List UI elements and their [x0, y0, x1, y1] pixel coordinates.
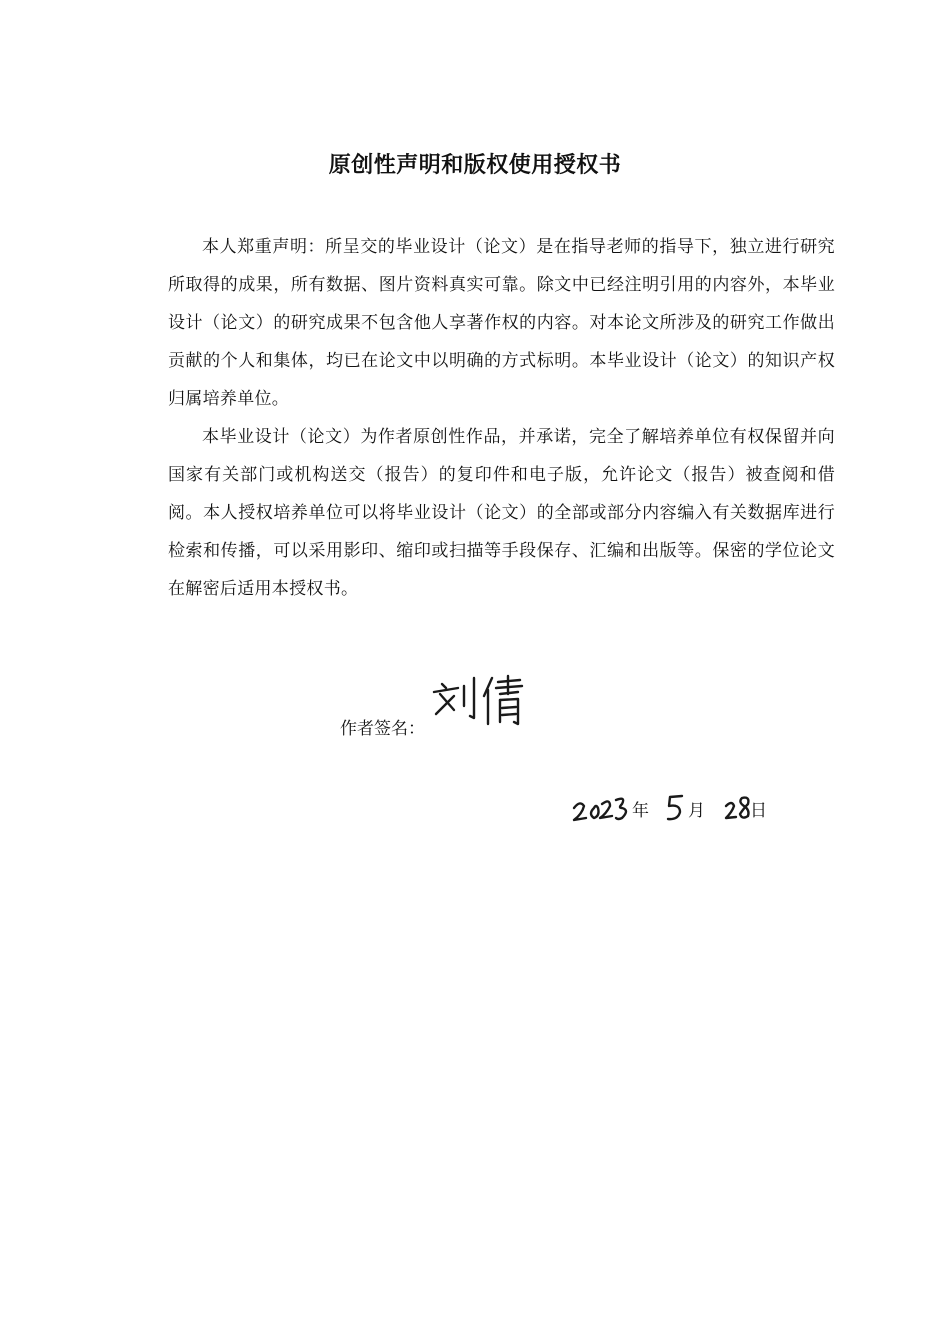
- signature-date: [572, 788, 792, 828]
- declaration-paragraph-2: 本毕业设计（论文）为作者原创性作品，并承诺，完全了解培养单位有权保留并向国家有关部门或机构送交（报告）的复印件和电子版，允许论文（报告）被查阅和借阅。本人授权培养单位可以将毕业设计（论文）的全部或部分内容编入有关数据库进行检索和传播，可以采用影印、缩印或扫描等手段保存、汇编和出版等。保密的学位论文在解密后适用本授权书。: [168, 427, 835, 599]
- date-day-unit: 日: [750, 801, 767, 821]
- page-title: 原创性声明和版权使用授权书: [328, 153, 622, 178]
- date-year-unit: 年: [632, 801, 649, 821]
- declaration-body: [168, 228, 835, 608]
- declaration-paragraph-1: 本人郑重声明：所呈交的毕业设计（论文）是在指导老师的指导下，独立进行研究所取得的成果，所有数据、图片资料真实可靠。除文中已经注明引用的内容外，本毕业设计（论文）的研究成果不包含他人享著作权的内容。对本论文所涉及的研究工作做出贡献的个人和集体，均已在论文中以明确的方式标明。本毕业设计（论文）的知识产权归属培养单位。: [168, 237, 835, 409]
- date-month-unit: 月: [688, 801, 705, 821]
- handwritten-year: [572, 792, 634, 826]
- signature-label: 作者签名：: [340, 719, 425, 739]
- handwritten-signature: [430, 672, 530, 732]
- handwritten-month: [664, 792, 686, 824]
